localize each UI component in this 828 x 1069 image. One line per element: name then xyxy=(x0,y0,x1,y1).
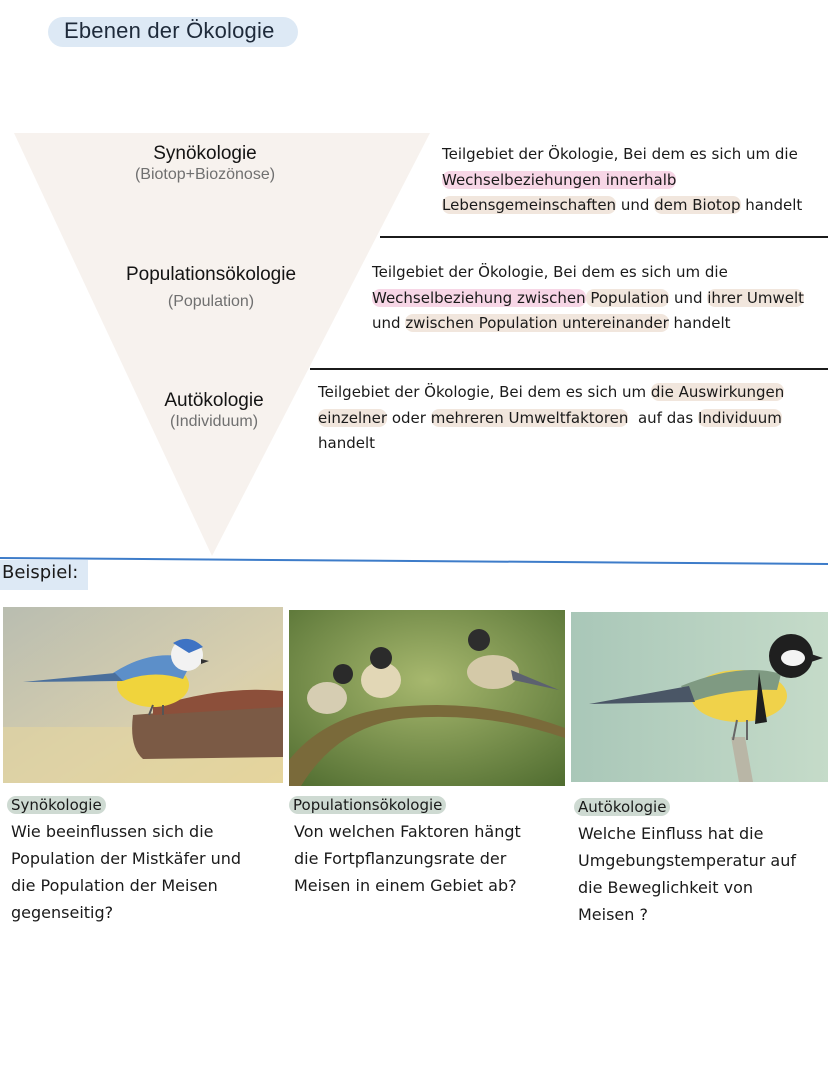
card-question xyxy=(11,818,241,926)
description-line xyxy=(442,193,802,219)
text-segment: und xyxy=(669,288,708,307)
text-segment: Teilgebiet der Ökologie, Bei dem es sich um die xyxy=(372,263,728,281)
highlighted-phrase: ihrer Umwelt xyxy=(707,288,805,307)
text-segment: handelt xyxy=(740,196,803,214)
question-line: die Fortpflanzungsrate der xyxy=(294,849,507,868)
description-line xyxy=(318,406,784,432)
text-segment: handelt xyxy=(318,434,376,452)
text-segment: handelt xyxy=(668,314,731,332)
question-line: Meisen ? xyxy=(578,905,648,924)
description-line xyxy=(442,168,802,194)
level-name-synoekologie: Synökologie xyxy=(153,143,257,164)
page-title: Ebenen der Ökologie xyxy=(64,18,275,43)
photo-great-tits-group xyxy=(289,610,565,786)
highlighted-phrase: die Auswirkungen xyxy=(650,383,785,401)
level-description xyxy=(442,142,802,219)
description-line xyxy=(318,380,784,406)
description-line xyxy=(372,260,804,286)
question-line: Population der Mistkäfer und xyxy=(11,849,242,868)
question-line: Wie beeinflussen sich die xyxy=(11,822,214,841)
card-question xyxy=(578,820,796,928)
divider xyxy=(310,368,828,370)
level-sub-populationsoekologie: (Population) xyxy=(167,293,255,310)
question-line: gegenseitig? xyxy=(11,903,114,922)
highlighted-phrase: dem Biotop xyxy=(654,196,741,214)
description-line xyxy=(372,286,804,312)
example-card-populationsoekologie xyxy=(289,795,446,814)
description-line xyxy=(442,142,802,168)
photo-great-tit-single xyxy=(571,612,828,782)
level-description xyxy=(372,260,804,337)
highlighted-phrase: Population xyxy=(585,288,670,307)
card-label: Autökologie xyxy=(574,798,670,816)
highlighted-phrase: einzelner xyxy=(318,408,388,427)
example-heading: Beispiel: xyxy=(2,562,79,583)
example-card-autoekologie xyxy=(574,797,670,816)
text-segment: Teilgebiet der Ökologie, Bei dem es sich um die xyxy=(442,145,798,163)
question-line: die Population der Meisen xyxy=(11,876,218,895)
section-separator xyxy=(0,555,828,567)
level-sub-synoekologie: (Biotop+Biozönose) xyxy=(134,166,276,183)
text-segment: oder xyxy=(387,408,431,427)
highlighted-phrase: Lebensgemeinschaften xyxy=(442,196,617,214)
text-segment: auf das xyxy=(628,408,698,427)
question-line: die Beweglichkeit von xyxy=(578,878,754,897)
level-name-autoekologie: Autökologie xyxy=(164,390,264,411)
highlighted-phrase: Wechselbeziehung zwischen xyxy=(372,288,586,307)
card-label: Synökologie xyxy=(7,796,106,814)
question-line: Umgebungstemperatur auf xyxy=(578,851,796,870)
question-line: Von welchen Faktoren hängt xyxy=(294,822,521,841)
card-label: Populationsökologie xyxy=(289,796,446,814)
description-line xyxy=(372,311,804,337)
highlighted-phrase: mehreren Umweltfaktoren xyxy=(430,408,629,427)
highlighted-phrase: Individuum xyxy=(698,408,782,427)
question-line: Welche Einfluss hat die xyxy=(578,824,764,843)
example-card-synoekologie xyxy=(7,795,106,814)
highlighted-phrase: zwischen Population untereinander xyxy=(405,314,669,332)
photo-blue-tit xyxy=(3,607,283,783)
divider xyxy=(380,236,828,238)
text-segment: Teilgebiet der Ökologie, Bei dem es sich um xyxy=(318,383,651,401)
text-segment: und xyxy=(616,196,655,214)
question-line: Meisen in einem Gebiet ab? xyxy=(294,876,517,895)
highlighted-phrase: Wechselbeziehungen innerhalb xyxy=(442,170,677,189)
card-question xyxy=(294,818,521,899)
text-segment: und xyxy=(372,314,406,332)
level-sub-autoekologie: (Individuum) xyxy=(169,413,259,430)
level-description xyxy=(318,380,784,457)
level-name-populationsoekologie: Populationsökologie xyxy=(125,264,297,285)
description-line xyxy=(318,431,784,457)
